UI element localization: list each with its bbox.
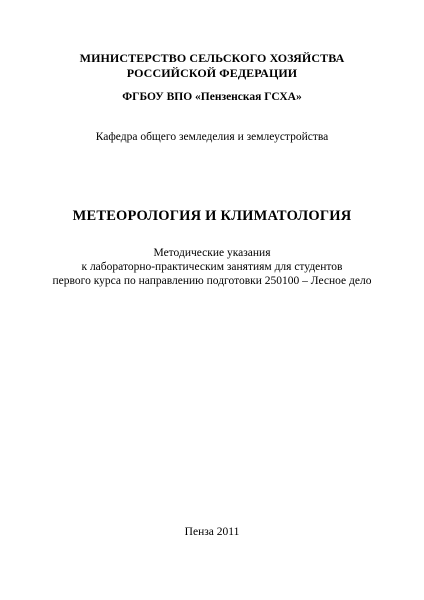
subtitle-line-1: Методические указания (153, 247, 271, 259)
ministry-name-line-1: МИНИСТЕРСТВО СЕЛЬСКОГО ХОЗЯЙСТВА (79, 51, 345, 65)
institution-name: ФГБОУ ВПО «Пензенская ГСХА» (122, 91, 302, 103)
subtitle-line-3: первого курса по направлению подготовки 250100 – Лесное дело (52, 275, 372, 287)
place-and-year: Пенза 2011 (184, 526, 240, 538)
department-name: Кафедра общего земледелия и землеустройства (95, 131, 329, 143)
subtitle-line-2: к лабораторно-практическим занятиям для студентов (81, 261, 343, 273)
ministry-name-line-2: РОССИЙСКОЙ ФЕДЕРАЦИИ (126, 66, 298, 80)
document-title: МЕТЕОРОЛОГИЯ И КЛИМАТОЛОГИЯ (72, 208, 352, 224)
